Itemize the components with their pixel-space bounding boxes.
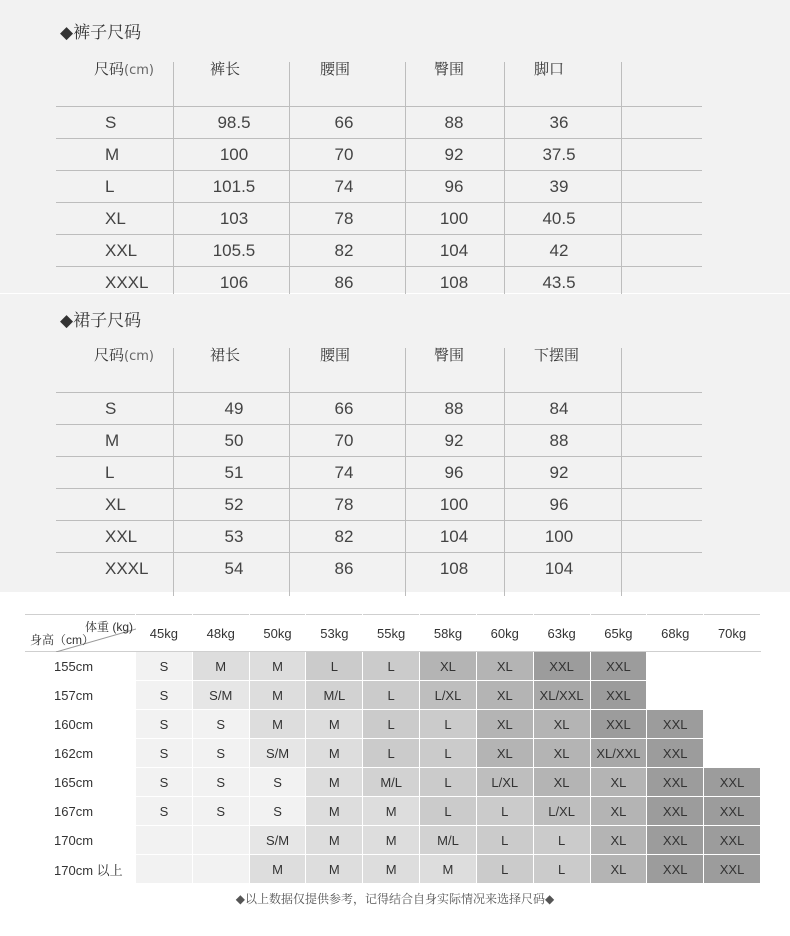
skirt-size-cell: XXXL: [105, 559, 149, 578]
size-recommendation-cell: XL: [590, 797, 647, 826]
skirt-value-cell: 78: [334, 495, 354, 514]
pants-row-m: [56, 138, 702, 170]
size-recommendation-cell: [647, 681, 704, 710]
skirt-value-cell: 66: [334, 399, 354, 418]
height-row: [26, 739, 761, 768]
size-recommendation-cell: XL: [590, 826, 647, 855]
size-recommendation-cell: S: [136, 652, 193, 681]
size-recommendation-cell: L: [306, 652, 363, 681]
skirt-row-xxxl: [56, 552, 702, 584]
size-recommendation-cell: L: [363, 681, 420, 710]
skirt-table-tail: [56, 584, 702, 596]
skirt-value-cell: 50: [224, 431, 244, 450]
height-label: 157cm: [26, 681, 136, 710]
pants-value-cell: 100: [439, 209, 469, 228]
size-recommendation-cell: L: [363, 652, 420, 681]
weight-col-header: 68kg: [647, 615, 704, 652]
height-axis-label: 身高（cm）: [30, 633, 94, 647]
weight-body: [26, 652, 761, 884]
size-recommendation-cell: M: [363, 797, 420, 826]
size-recommendation-cell: XXL: [704, 768, 761, 797]
reference-footnote: ◆以上数据仅提供参考，记得结合自身实际情况来选择尺码◆: [235, 892, 555, 906]
skirt-value-cell: 52: [224, 495, 244, 514]
skirt-value-cell: 82: [334, 527, 354, 546]
size-recommendation-cell: M: [249, 855, 306, 884]
skirt-value-cell: 49: [224, 399, 244, 418]
pants-size-cell: M: [105, 145, 120, 164]
height-row: [26, 797, 761, 826]
size-recommendation-cell: XL: [476, 739, 533, 768]
skirt-row-l: [56, 456, 702, 488]
size-recommendation-cell: XXL: [704, 797, 761, 826]
size-recommendation-cell: XL: [533, 739, 590, 768]
height-label: 165cm: [26, 768, 136, 797]
height-label: 155cm: [26, 652, 136, 681]
height-row: [26, 681, 761, 710]
pants-size-table: [56, 58, 702, 310]
pants-header-size-unit: (cm): [124, 63, 154, 78]
skirt-size-panel: [0, 294, 790, 592]
weight-col-header: 65kg: [590, 615, 647, 652]
skirt-value-cell: 88: [444, 399, 464, 418]
size-recommendation-cell: [704, 710, 761, 739]
skirt-header-col-2: 腰围: [320, 346, 351, 364]
weight-header-row: [26, 615, 761, 652]
pants-value-cell: 78: [334, 209, 354, 228]
weight-col-header: 53kg: [306, 615, 363, 652]
size-recommendation-cell: [704, 739, 761, 768]
height-row: [26, 710, 761, 739]
pants-header-col-2: 腰围: [320, 60, 351, 78]
pants-value-cell: 92: [444, 145, 464, 164]
skirt-value-cell: 100: [439, 495, 469, 514]
size-recommendation-cell: XXL: [647, 797, 704, 826]
pants-size-cell: XL: [105, 209, 126, 228]
height-label: 160cm: [26, 710, 136, 739]
weight-col-header: 60kg: [476, 615, 533, 652]
size-recommendation-cell: [704, 681, 761, 710]
size-recommendation-cell: [136, 826, 193, 855]
pants-row-xxl: [56, 234, 702, 266]
pants-value-cell: 43.5: [542, 273, 576, 292]
pants-value-cell: 106: [219, 273, 249, 292]
skirt-row-s: [56, 392, 702, 424]
size-recommendation-cell: [192, 855, 249, 884]
size-recommendation-cell: XXL: [704, 826, 761, 855]
size-recommendation-cell: XL: [533, 710, 590, 739]
skirt-row-xl: [56, 488, 702, 520]
skirt-value-cell: 86: [334, 559, 354, 578]
size-recommendation-cell: S: [136, 797, 193, 826]
size-recommendation-cell: S/M: [249, 739, 306, 768]
pants-row-xl: [56, 202, 702, 234]
weight-axis-label: 体重 (kg): [84, 620, 133, 634]
height-label: 162cm: [26, 739, 136, 768]
pants-value-cell: 105.5: [212, 241, 256, 260]
pants-value-cell: 82: [334, 241, 354, 260]
pants-value-cell: 42: [549, 241, 569, 260]
pants-header-col-3: 臀围: [434, 60, 465, 78]
pants-value-cell: 74: [334, 177, 354, 196]
skirt-header-col-1: 裙长: [210, 346, 241, 364]
size-recommendation-cell: M/L: [363, 768, 420, 797]
size-recommendation-cell: L/XL: [476, 768, 533, 797]
size-recommendation-cell: XXL: [590, 681, 647, 710]
size-recommendation-cell: L: [533, 855, 590, 884]
size-recommendation-cell: S: [136, 681, 193, 710]
pants-size-cell: XXL: [105, 241, 138, 260]
height-weight-size-chart: [25, 614, 761, 884]
skirt-value-cell: 96: [444, 463, 464, 482]
skirt-value-cell: 96: [549, 495, 569, 514]
size-recommendation-cell: XXL: [590, 710, 647, 739]
size-recommendation-cell: M: [249, 681, 306, 710]
weight-col-header: 55kg: [363, 615, 420, 652]
size-recommendation-cell: S: [136, 710, 193, 739]
weight-col-header: 70kg: [704, 615, 761, 652]
pants-value-cell: 104: [439, 241, 469, 260]
size-recommendation-cell: L: [420, 768, 477, 797]
skirt-size-table: [56, 344, 702, 596]
size-recommendation-cell: L: [420, 710, 477, 739]
skirt-size-cell: M: [105, 431, 120, 450]
skirt-row-m: [56, 424, 702, 456]
size-recommendation-cell: S: [136, 739, 193, 768]
weight-col-header: 63kg: [533, 615, 590, 652]
height-label: 170cm: [26, 826, 136, 855]
skirt-value-cell: 51: [224, 463, 244, 482]
skirt-size-cell: XXL: [105, 527, 138, 546]
pants-value-cell: 88: [444, 113, 464, 132]
size-recommendation-cell: M: [306, 710, 363, 739]
size-recommendation-cell: [192, 826, 249, 855]
skirt-value-cell: 100: [544, 527, 574, 546]
size-recommendation-cell: XXL: [647, 826, 704, 855]
size-recommendation-cell: XL/XXL: [533, 681, 590, 710]
size-recommendation-cell: L: [420, 797, 477, 826]
skirt-header-size-label: 尺码: [94, 346, 125, 364]
skirt-value-cell: 92: [549, 463, 569, 482]
pants-column-divider: [621, 62, 622, 310]
skirt-section-title: ◆裙子尺码: [60, 311, 142, 331]
size-recommendation-cell: XL: [590, 768, 647, 797]
size-recommendation-cell: M: [249, 710, 306, 739]
size-recommendation-cell: XL/XXL: [590, 739, 647, 768]
size-recommendation-cell: S: [136, 768, 193, 797]
size-recommendation-cell: M: [306, 826, 363, 855]
skirt-value-cell: 74: [334, 463, 354, 482]
pants-value-cell: 37.5: [542, 145, 576, 164]
pants-value-cell: 103: [219, 209, 249, 228]
skirt-value-cell: 70: [334, 431, 354, 450]
pants-value-cell: 39: [549, 177, 569, 196]
skirt-value-cell: 104: [439, 527, 469, 546]
skirt-value-cell: 92: [444, 431, 464, 450]
size-recommendation-cell: XL: [590, 855, 647, 884]
size-recommendation-cell: XXL: [590, 652, 647, 681]
size-recommendation-cell: XXL: [647, 739, 704, 768]
size-recommendation-cell: M/L: [306, 681, 363, 710]
pants-size-cell: S: [105, 113, 117, 132]
size-recommendation-cell: L: [363, 739, 420, 768]
weight-col-header: 45kg: [136, 615, 193, 652]
skirt-header-size-unit: (cm): [124, 349, 154, 364]
weight-col-header: 50kg: [249, 615, 306, 652]
skirt-value-cell: 84: [549, 399, 569, 418]
size-recommendation-cell: [647, 652, 704, 681]
size-recommendation-cell: L: [476, 855, 533, 884]
skirt-value-cell: 108: [439, 559, 469, 578]
skirt-column-divider: [173, 348, 174, 596]
weight-col-header: 48kg: [192, 615, 249, 652]
size-recommendation-cell: M: [420, 855, 477, 884]
size-recommendation-cell: M: [249, 652, 306, 681]
pants-header-size-label: 尺码: [94, 60, 125, 78]
skirt-column-divider: [405, 348, 406, 596]
size-recommendation-cell: [136, 855, 193, 884]
pants-column-divider: [504, 62, 505, 310]
skirt-column-divider: [504, 348, 505, 596]
skirt-value-cell: 54: [224, 559, 244, 578]
size-recommendation-cell: L: [420, 739, 477, 768]
size-recommendation-cell: M: [306, 739, 363, 768]
size-recommendation-cell: S/M: [192, 681, 249, 710]
size-recommendation-cell: S: [192, 710, 249, 739]
size-recommendation-cell: XXL: [647, 855, 704, 884]
pants-size-cell: L: [105, 177, 115, 196]
skirt-row-xxl: [56, 520, 702, 552]
size-recommendation-cell: XL: [476, 652, 533, 681]
skirt-value-cell: 104: [544, 559, 574, 578]
size-recommendation-cell: XXL: [647, 710, 704, 739]
pants-value-cell: 66: [334, 113, 354, 132]
size-recommendation-cell: XXL: [647, 768, 704, 797]
size-recommendation-cell: L: [476, 826, 533, 855]
size-recommendation-cell: S/M: [249, 826, 306, 855]
skirt-column-divider: [289, 348, 290, 596]
size-recommendation-cell: S: [249, 768, 306, 797]
pants-section-title: ◆裤子尺码: [60, 23, 142, 43]
size-recommendation-cell: S: [192, 797, 249, 826]
height-row: [26, 768, 761, 797]
size-recommendation-cell: M: [306, 855, 363, 884]
height-row: [26, 855, 761, 884]
pants-value-cell: 36: [549, 113, 569, 132]
size-recommendation-cell: S: [249, 797, 306, 826]
pants-value-cell: 70: [334, 145, 354, 164]
skirt-header-col-3: 臀围: [434, 346, 465, 364]
skirt-size-cell: L: [105, 463, 115, 482]
size-recommendation-cell: M: [192, 652, 249, 681]
size-recommendation-cell: XXL: [533, 652, 590, 681]
skirt-size-cell: XL: [105, 495, 126, 514]
size-recommendation-cell: M: [363, 855, 420, 884]
size-recommendation-cell: XXL: [704, 855, 761, 884]
size-recommendation-cell: L: [476, 797, 533, 826]
pants-column-divider: [289, 62, 290, 310]
size-recommendation-cell: [704, 652, 761, 681]
pants-size-cell: XXXL: [105, 273, 149, 292]
height-label: 170cm 以上: [26, 855, 136, 884]
skirt-header-size: [94, 344, 154, 365]
pants-value-cell: 100: [219, 145, 249, 164]
size-recommendation-cell: XL: [533, 768, 590, 797]
pants-value-cell: 108: [439, 273, 469, 292]
pants-value-cell: 101.5: [212, 177, 256, 196]
height-row: [26, 826, 761, 855]
skirt-column-divider: [621, 348, 622, 596]
size-recommendation-cell: M/L: [420, 826, 477, 855]
pants-size-panel: [0, 0, 790, 293]
size-recommendation-cell: L/XL: [420, 681, 477, 710]
pants-header-size: [94, 58, 154, 79]
pants-header-col-1: 裤长: [210, 60, 241, 78]
size-recommendation-cell: L: [363, 710, 420, 739]
pants-value-cell: 40.5: [542, 209, 576, 228]
size-recommendation-cell: M: [306, 768, 363, 797]
size-recommendation-cell: XL: [476, 710, 533, 739]
pants-header-col-4: 脚口: [534, 60, 565, 78]
size-recommendation-cell: L: [533, 826, 590, 855]
pants-column-divider: [173, 62, 174, 310]
corner-header: [26, 615, 136, 652]
pants-header-row: [56, 58, 702, 106]
pants-value-cell: 86: [334, 273, 354, 292]
skirt-size-cell: S: [105, 399, 117, 418]
weight-col-header: 58kg: [420, 615, 477, 652]
skirt-header-row: [56, 344, 702, 392]
pants-row-l: [56, 170, 702, 202]
pants-value-cell: 98.5: [217, 113, 251, 132]
pants-row-s: [56, 106, 702, 138]
size-recommendation-cell: XL: [420, 652, 477, 681]
size-recommendation-cell: S: [192, 739, 249, 768]
height-row: [26, 652, 761, 681]
skirt-header-col-4: 下摆围: [534, 346, 580, 364]
size-recommendation-cell: S: [192, 768, 249, 797]
height-label: 167cm: [26, 797, 136, 826]
pants-value-cell: 96: [444, 177, 464, 196]
skirt-value-cell: 88: [549, 431, 569, 450]
size-recommendation-cell: M: [363, 826, 420, 855]
skirt-value-cell: 53: [224, 527, 244, 546]
size-recommendation-cell: M: [306, 797, 363, 826]
pants-column-divider: [405, 62, 406, 310]
size-recommendation-cell: XL: [476, 681, 533, 710]
size-recommendation-cell: L/XL: [533, 797, 590, 826]
